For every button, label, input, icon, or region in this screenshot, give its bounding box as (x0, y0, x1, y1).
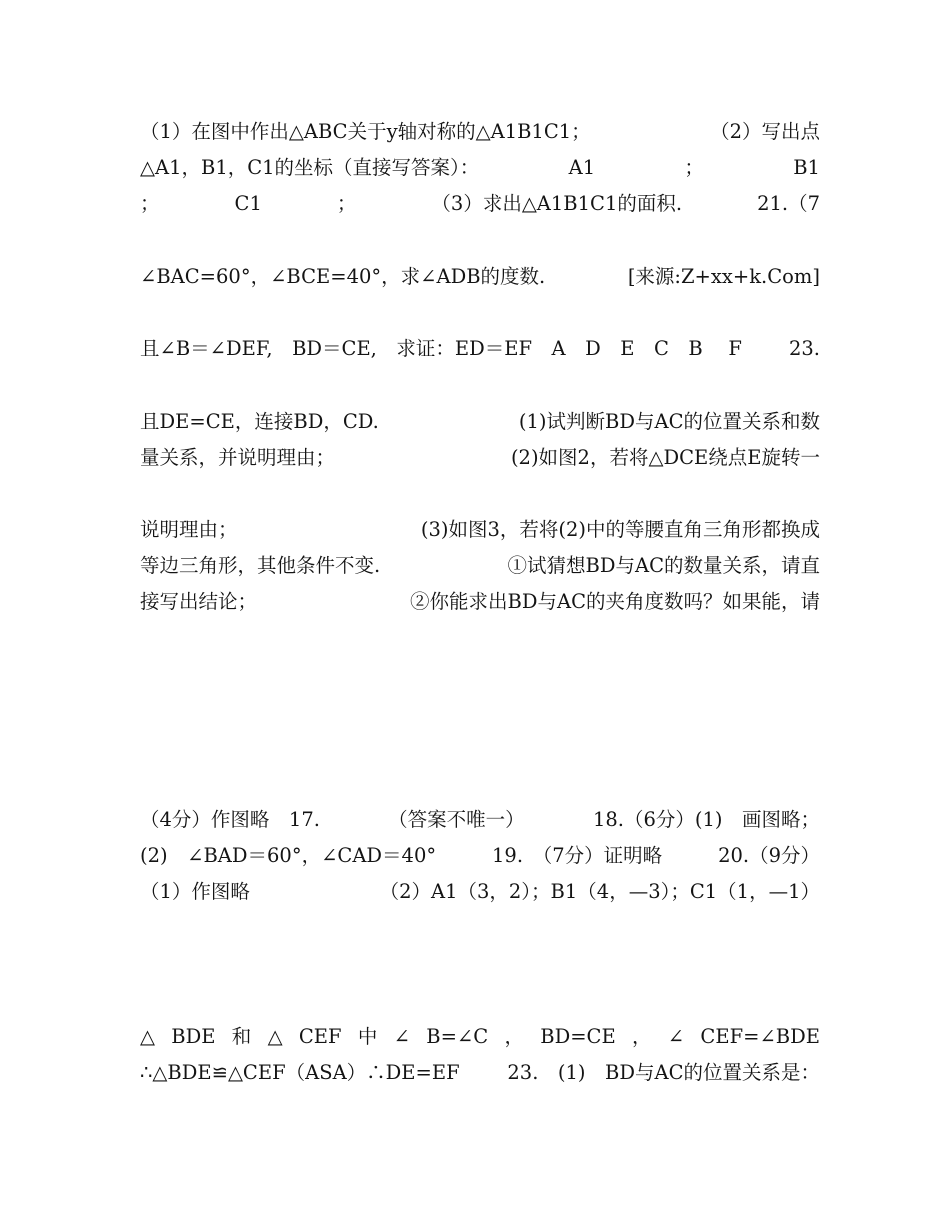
text-segment: ； (684, 156, 704, 180)
text-segment: （2）A1（3，2）；B1（4，—3）；C1（1，—1） (379, 879, 820, 903)
text-line (140, 802, 820, 838)
text-line (140, 1055, 820, 1091)
text-line (140, 910, 820, 946)
text-line (140, 150, 820, 186)
text-segment: （3）求出△A1B1C1的面积. (431, 192, 683, 216)
text-segment: (1)试判断BD与AC的位置关系和数 (518, 409, 820, 433)
text-line (140, 114, 820, 150)
text-segment: 接写出结论； (140, 590, 258, 614)
text-segment: （1）在图中作出△ABC关于y轴对称的△A1B1C1； (140, 120, 591, 143)
text-segment: [来源:Z+xx+k.Com] (627, 264, 820, 288)
text-segment: BD=CE (540, 1024, 616, 1048)
text-line (140, 259, 820, 295)
text-segment: CEF (298, 1024, 342, 1048)
text-segment: B1 (793, 156, 820, 180)
text-line (140, 512, 820, 548)
text-segment: 等边三角形，其他条件不变. (140, 554, 381, 578)
text-segment: ∠BAC=60°，∠BCE=40°，求∠ADB的度数. (140, 264, 546, 288)
text-segment: (3)如图3，若将(2)中的等腰直角三角形都换成 (420, 518, 820, 542)
text-segment: ， (632, 1024, 652, 1048)
text-line (140, 295, 820, 331)
text-segment: ； (140, 192, 160, 216)
text-segment: 中 (357, 1024, 378, 1048)
text-segment: 23. (1) BD与AC的位置关系是： (507, 1060, 820, 1084)
text-segment: 18.（6分）(1) 画图略； (592, 807, 820, 831)
text-line (140, 584, 820, 620)
text-line (140, 476, 820, 512)
text-line (140, 621, 820, 657)
text-segment: BDE (171, 1024, 216, 1048)
text-line (140, 874, 820, 910)
text-segment: （4分）作图略 17. (140, 807, 320, 831)
text-segment: △A1，B1，C1的坐标（直接写答案）： (140, 156, 480, 180)
text-segment: ∠ (667, 1024, 685, 1048)
text-segment: （1）作图略 (140, 879, 250, 903)
document-text (140, 114, 820, 1091)
text-segment: 且DE=CE，连接BD，CD. (140, 409, 379, 433)
text-segment: 23. (788, 337, 820, 361)
text-segment: ， (504, 1024, 524, 1048)
text-segment: ； (336, 192, 357, 216)
text-line (140, 693, 820, 729)
text-segment: △ (140, 1024, 155, 1048)
text-line (140, 983, 820, 1019)
text-segment: △ (267, 1024, 283, 1048)
text-segment: C1 (234, 192, 262, 216)
text-line (140, 186, 820, 222)
text-line (140, 657, 820, 693)
text-line (140, 838, 820, 874)
text-segment: 和 (231, 1024, 252, 1048)
text-line (140, 367, 820, 403)
text-line (140, 548, 820, 584)
text-line (140, 331, 820, 367)
text-segment: 19. （7分）证明略 (492, 843, 663, 867)
text-segment: 20.（9分） (718, 843, 820, 867)
text-line (140, 946, 820, 982)
text-segment: ∠ (393, 1024, 410, 1048)
text-segment: 且∠B＝∠DEF, BD＝CE, 求证：ED＝EF A D E C B F (140, 337, 742, 361)
text-line (140, 1019, 820, 1055)
text-segment: 量关系，并说明理由； (140, 445, 336, 469)
text-segment: （答案不唯一） (388, 807, 525, 831)
text-segment: A1 (568, 156, 596, 180)
text-segment: 21.（7 (757, 192, 820, 216)
text-line (140, 765, 820, 801)
text-segment: （2）写出点 (710, 120, 820, 143)
text-segment: ①试猜想BD与AC的数量关系，请直 (507, 554, 820, 578)
text-segment: ∴△BDE≌△CEF（ASA）∴DE=EF (140, 1060, 460, 1084)
text-line (140, 404, 820, 440)
text-line (140, 729, 820, 765)
text-segment: 说明理由； (140, 518, 238, 542)
text-segment: B=∠C (426, 1024, 489, 1048)
text-line (140, 223, 820, 259)
text-segment: ②你能求出BD与AC的夹角度数吗？如果能，请 (410, 590, 820, 614)
text-segment: (2) ∠BAD＝60°，∠CAD＝40° (140, 843, 437, 867)
text-line (140, 440, 820, 476)
text-segment: CEF=∠BDE (700, 1024, 820, 1048)
text-segment: (2)如图2，若将△DCE绕点E旋转一 (510, 445, 820, 469)
